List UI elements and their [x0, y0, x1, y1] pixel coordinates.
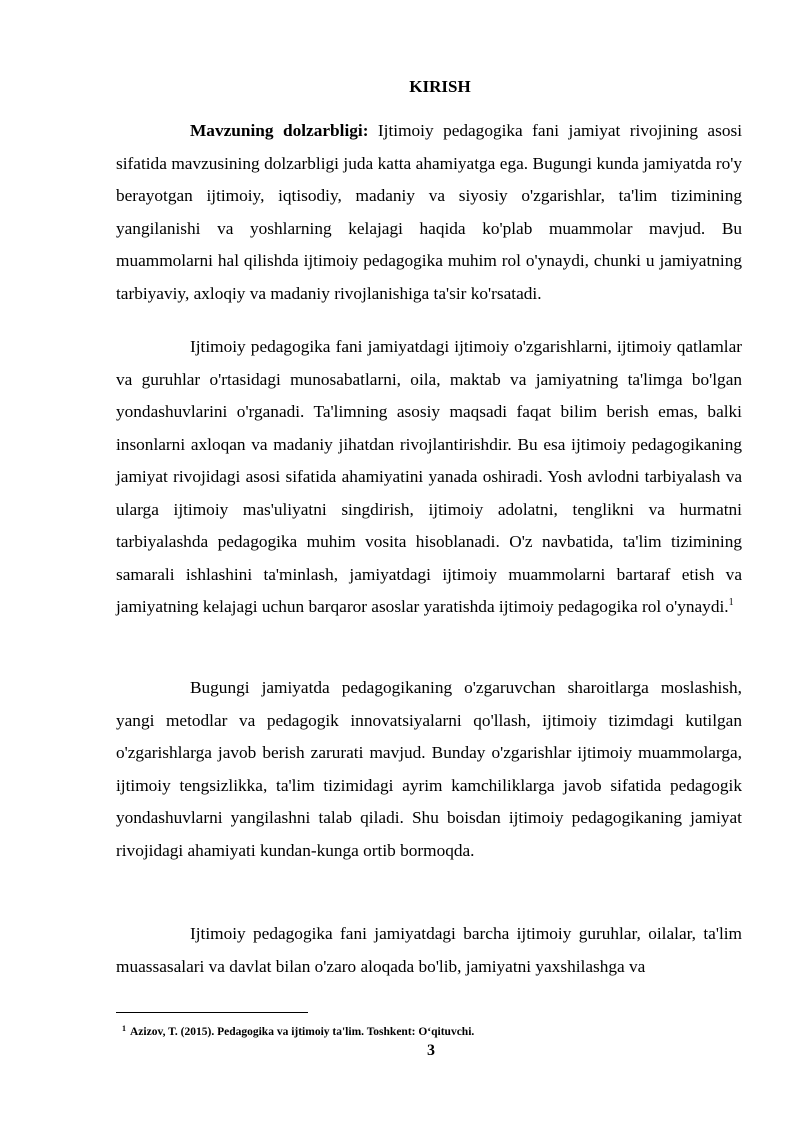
footnote-reference[interactable]: 1 [728, 597, 734, 608]
footnote-divider [116, 1012, 308, 1013]
paragraph-text: Bugungi jamiyatda pedagogikaning o'zgaruvchan sharoitlarga moslashish, yangi metodlar va pedagogik innovatsiyalarni qo'llash, ijtimoiy tizimdagi kutilgan o'zgarishlarga javob berish zarurati mavjud. Bunday o'zgarishlar ijtimoiy muammolarga, ijtimoiy tengsizlikka, ta'lim tizimidagi ayrim kamchiliklarga javob sifatida pedagogik yondashuvlarni yangilashni talab qiladi. Shu boisdan ijtimoiy pedagogikaning jamiyat rivojidagi ahamiyati kundan-kunga ortib bormoqda. [116, 678, 742, 860]
page-number: 3 [427, 1042, 435, 1059]
paragraph-text: Ijtimoiy pedagogika fani jamiyat rivojining asosi sifatida mavzusining dolzarbligi juda katta ahamiyatga ega. Bugungi kunda jamiyatda ro'y berayotgan ijtimoiy, iqtisodiy, madaniy va siyosiy o'zgarishlar, ta'lim tizimining yangilanishi va yoshlarning kelajagi haqida ko'plab muammolar mavjud. Bu muammolarni hal qilishda ijtimoiy pedagogika muhim rol o'ynaydi, chunki u jamiyatning tarbiyaviy, axloqiy va madaniy rivojlanishiga ta'sir ko'rsatadi. [116, 121, 742, 303]
paragraph-lead: Mavzuning dolzarbligi: [190, 121, 369, 140]
paragraph-text: Ijtimoiy pedagogika fani jamiyatdagi ijtimoiy o'zgarishlarni, ijtimoiy qatlamlar va guruhlar o'rtasidagi munosabatlarni, oila, maktab va jamiyatning ta'limga bo'lgan yondashuvlarini o'rganadi. Ta'limning asosiy maqsadi faqat bilim berish emas, balki insonlarni axloqan va madaniy jihatdan rivojlantirishdir. Bu esa ijtimoiy pedagogikaning jamiyat rivojidagi asosi sifatida ahamiyatini yanada oshiradi. Yosh avlodni tarbiyalash va ularga ijtimoiy mas'uliyatni singdirish, ijtimoiy adolatni, tenglikni va hurmatni tarbiyalashda pedagogika muhim vosita hisoblanadi. O'z navbatida, ta'lim tizimining samarali ishlashini ta'minlash, jamiyatdagi ijtimoiy muammolarni bartaraf etish va jamiyatning kelajagi uchun barqaror asoslar yaratishda ijtimoiy pedagogika rol o'ynaydi. [116, 337, 742, 616]
paragraph-interaction [116, 918, 742, 983]
footnote-text: Azizov, T. (2015). Pedagogika va ijtimoiy ta'lim. Toshkent: O‘qituvchi. [130, 1026, 475, 1038]
paragraph-relevance [116, 115, 742, 310]
paragraph-modern-society [116, 672, 742, 867]
paragraph-social-pedagogy [116, 331, 742, 624]
footnote-number: 1 [122, 1024, 126, 1033]
paragraph-text: Ijtimoiy pedagogika fani jamiyatdagi barcha ijtimoiy guruhlar, oilalar, ta'lim muassasalari va davlat bilan o'zaro aloqada bo'lib, jamiyatni yaxshilashga va [116, 924, 742, 976]
footnote [122, 1025, 474, 1040]
page-title: KIRISH [409, 77, 471, 96]
